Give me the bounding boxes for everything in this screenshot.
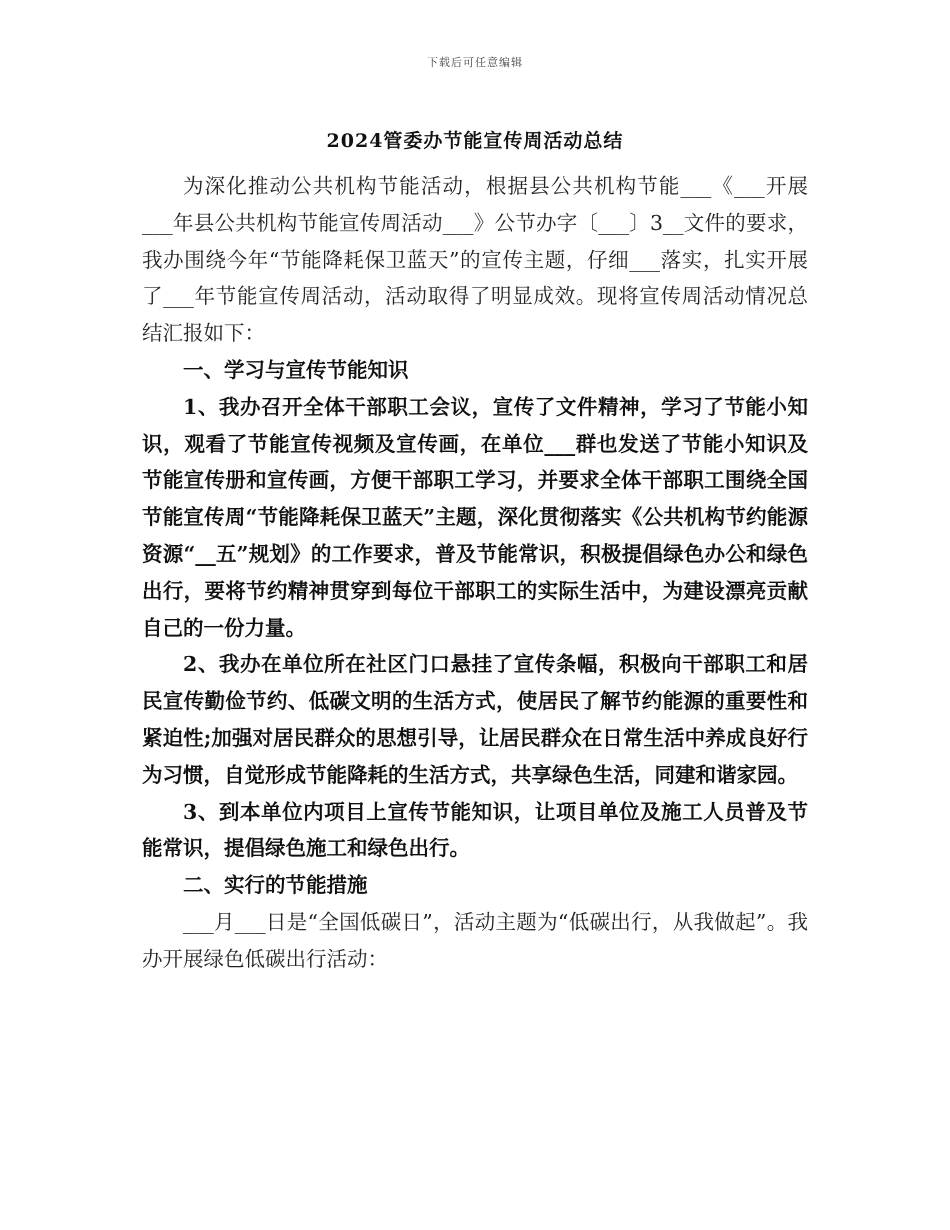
section-heading-1: 一、学习与宣传节能知识 xyxy=(183,357,409,382)
paragraph-item-3: 3、到本单位内项目上宣传节能知识，让项目单位及施工人员普及节能常识，提倡绿色施工和绿色出行。 xyxy=(142,799,808,861)
document-body xyxy=(142,168,808,978)
section-heading-2: 二、实行的节能措施 xyxy=(183,873,368,898)
document-title: 2024管委办节能宣传周活动总结 xyxy=(326,130,624,152)
intro-paragraph: 为深化推动公共机构节能活动，根据县公共机构节能___《___开展___年县公共机构节能宣传周活动___》公节办字〔___〕3__文件的要求，我办围绕今年“节能降耗保卫蓝天”的宣传主题，仔细___落实，扎实开展了___年节能宣传周活动，活动取得了明显成效。现将宣传周活动情况总结汇报如下： xyxy=(142,174,808,346)
header-note: 下载后可任意编辑 xyxy=(427,56,523,69)
paragraph-item-1: 1、我办召开全体干部职工会议，宣传了文件精神，学习了节能小知识，观看了节能宣传视频及宣传画，在单位___群也发送了节能小知识及节能宣传册和宣传画，方便干部职工学习，并要求全体干部职工围绕全国节能宣传周“节能降耗保卫蓝天”主题，深化贯彻落实《公共机构节约能源资源“__五”规划》的工作要求，普及节能常识，积极提倡绿色办公和绿色出行，要将节约精神贯穿到每位干部职工的实际生活中，为建设漂亮贡献自己的一份力量。 xyxy=(142,394,808,640)
paragraph-item-2: 2、我办在单位所在社区门口悬挂了宣传条幅，积极向干部职工和居民宣传勤俭节约、低碳文明的生活方式，使居民了解节约能源的重要性和紧迫性;加强对居民群众的思想引导，让居民群众在日常生活中养成良好行为习惯，自觉形成节能降耗的生活方式，共享绿色生活，同建和谐家园。 xyxy=(142,652,808,787)
closing-paragraph: ___月___日是“全国低碳日”，活动主题为“低碳出行，从我做起”。我办开展绿色低碳出行活动： xyxy=(142,909,808,971)
